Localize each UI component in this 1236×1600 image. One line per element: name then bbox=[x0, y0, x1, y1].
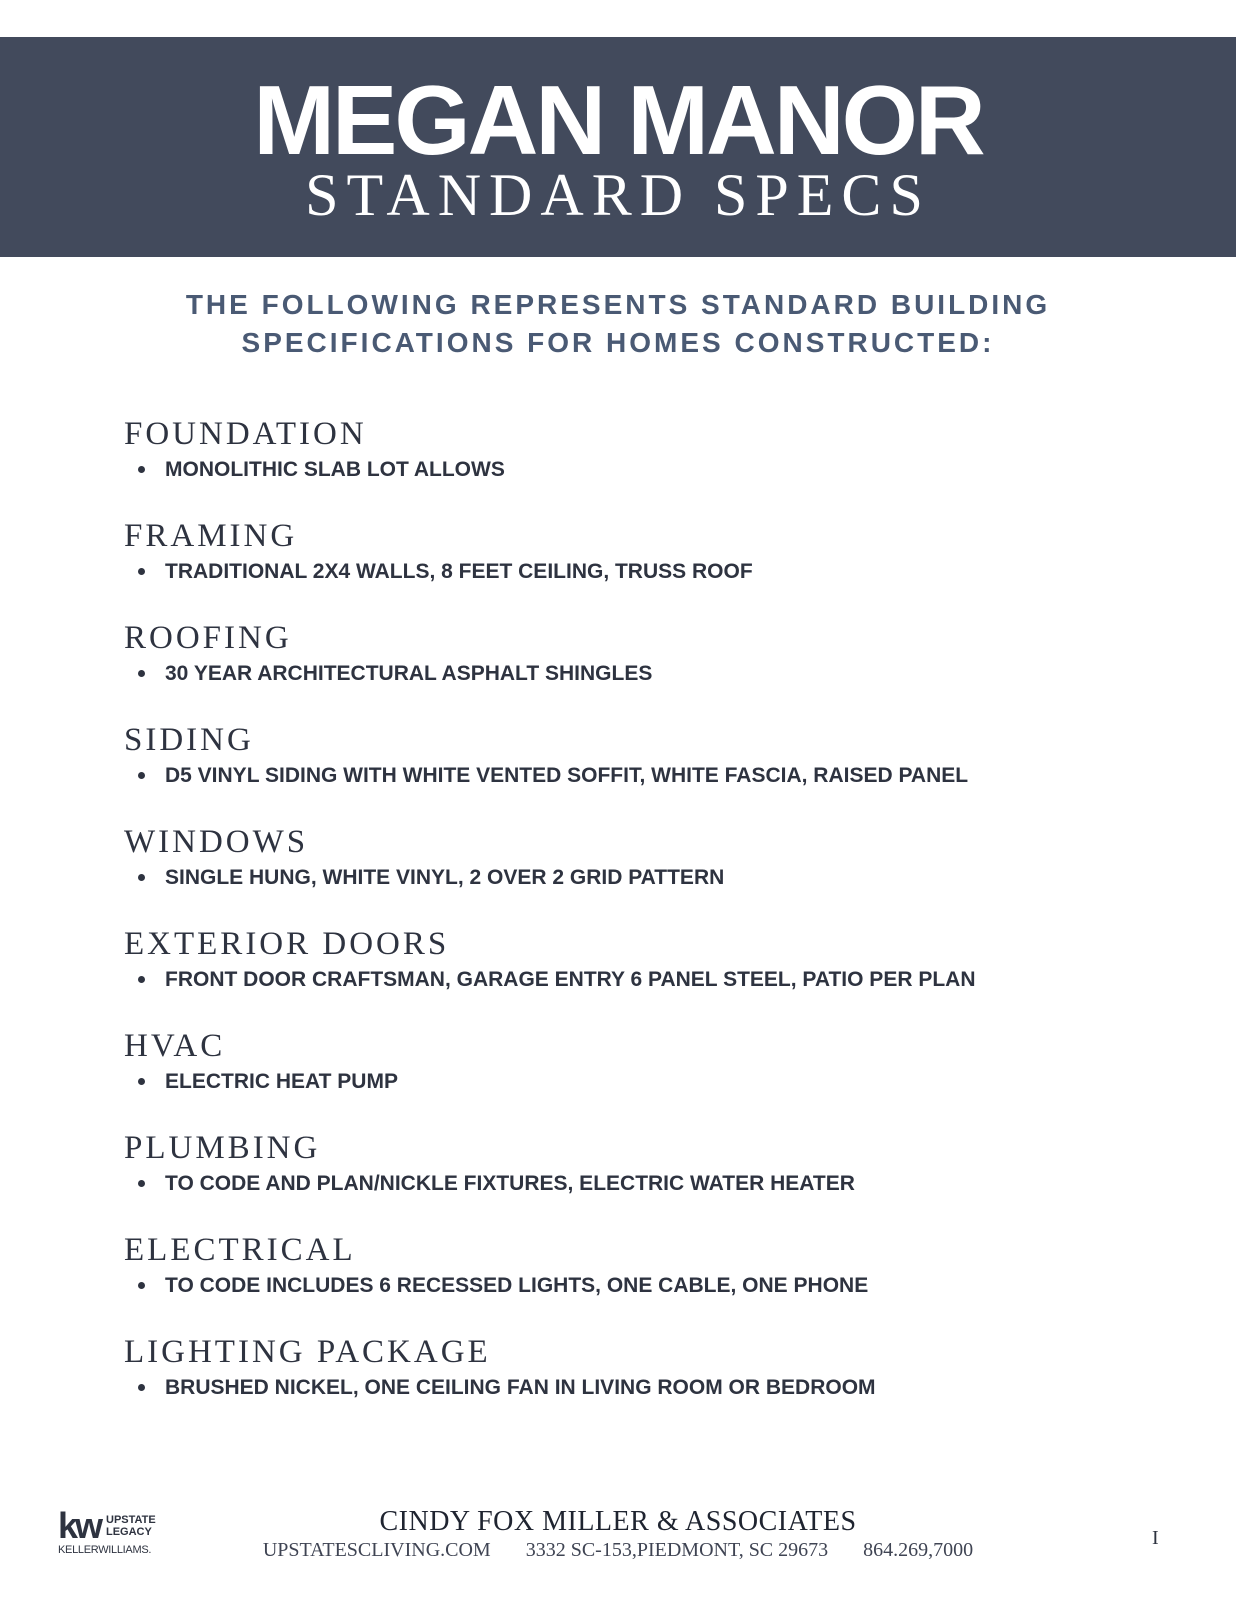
intro-line: SPECIFICATIONS FOR HOMES CONSTRUCTED: bbox=[241, 327, 995, 358]
spec-item bbox=[124, 456, 1124, 484]
spec-item-text: SINGLE HUNG, WHITE VINYL, 2 OVER 2 GRID PATTERN bbox=[165, 866, 725, 889]
spec-heading: ROOFING bbox=[124, 620, 292, 656]
bullet-icon bbox=[138, 1282, 145, 1289]
spec-item bbox=[124, 1272, 1124, 1300]
spec-item-text: D5 VINYL SIDING WITH WHITE VENTED SOFFIT, WHITE FASCIA, RAISED PANEL bbox=[165, 764, 969, 787]
spec-heading: LIGHTING PACKAGE bbox=[124, 1334, 491, 1370]
spec-plumbing bbox=[124, 1130, 1124, 1198]
bullet-icon bbox=[138, 874, 145, 881]
spec-heading: FRAMING bbox=[124, 518, 298, 554]
intro-text bbox=[0, 286, 1236, 362]
spec-item-text: 30 YEAR ARCHITECTURAL ASPHALT SHINGLES bbox=[165, 662, 653, 685]
bullet-icon bbox=[138, 568, 145, 575]
spec-item-text: MONOLITHIC SLAB LOT ALLOWS bbox=[165, 458, 505, 481]
spec-item-text: FRONT DOOR CRAFTSMAN, GARAGE ENTRY 6 PANEL STEEL, PATIO PER PLAN bbox=[165, 968, 976, 991]
spec-item bbox=[124, 1068, 1124, 1096]
logo-line: LEGACY bbox=[106, 1526, 152, 1538]
spec-item bbox=[124, 966, 1124, 994]
bullet-icon bbox=[138, 670, 145, 677]
page-title: MEGAN MANOR bbox=[253, 65, 983, 175]
bullet-icon bbox=[138, 1384, 145, 1391]
spec-item-text: TO CODE AND PLAN/NICKLE FIXTURES, ELECTRIC WATER HEATER bbox=[165, 1172, 855, 1195]
page-number: I bbox=[1152, 1527, 1159, 1549]
spec-heading: HVAC bbox=[124, 1028, 226, 1064]
spec-heading: PLUMBING bbox=[124, 1130, 321, 1166]
spec-siding bbox=[124, 722, 1124, 790]
spec-heading: SIDING bbox=[124, 722, 254, 758]
spec-exterior-doors bbox=[124, 926, 1124, 994]
spec-item-text: ELECTRIC HEAT PUMP bbox=[165, 1070, 398, 1093]
footer-contact bbox=[0, 1538, 1236, 1562]
spec-roofing bbox=[124, 620, 1124, 688]
footer-phone: 864.269,7000 bbox=[863, 1539, 974, 1561]
spec-item bbox=[124, 864, 1124, 892]
intro-line: THE FOLLOWING REPRESENTS STANDARD BUILDING bbox=[185, 289, 1051, 320]
spec-item-text: TRADITIONAL 2X4 WALLS, 8 FEET CEILING, TRUSS ROOF bbox=[165, 560, 753, 583]
spec-framing bbox=[124, 518, 1124, 586]
spec-item-text: TO CODE INCLUDES 6 RECESSED LIGHTS, ONE CABLE, ONE PHONE bbox=[165, 1274, 869, 1297]
spec-heading: ELECTRICAL bbox=[124, 1232, 356, 1268]
footer-address: 3332 SC-153,PIEDMONT, SC 29673 bbox=[525, 1539, 829, 1561]
spec-item bbox=[124, 558, 1124, 586]
spec-electrical bbox=[124, 1232, 1124, 1300]
spec-windows bbox=[124, 824, 1124, 892]
spec-item bbox=[124, 1170, 1124, 1198]
spec-lighting-package bbox=[124, 1334, 1124, 1402]
spec-heading: WINDOWS bbox=[124, 824, 309, 860]
footer-company-name: CINDY FOX MILLER & ASSOCIATES bbox=[379, 1506, 857, 1537]
logo-brand: KELLERWILLIAMS. bbox=[58, 1544, 152, 1556]
bullet-icon bbox=[138, 466, 145, 473]
spec-item bbox=[124, 762, 1124, 790]
spec-heading: EXTERIOR DOORS bbox=[124, 926, 450, 962]
spec-item-text: BRUSHED NICKEL, ONE CEILING FAN IN LIVING ROOM OR BEDROOM bbox=[165, 1376, 876, 1399]
bullet-icon bbox=[138, 1078, 145, 1085]
spec-item bbox=[124, 660, 1124, 688]
bullet-icon bbox=[138, 772, 145, 779]
spec-item bbox=[124, 1374, 1124, 1402]
page-subtitle: STANDARD SPECS bbox=[305, 162, 931, 228]
spec-foundation bbox=[124, 416, 1124, 484]
bullet-icon bbox=[138, 1180, 145, 1187]
logo-line: UPSTATE bbox=[106, 1514, 156, 1526]
footer-website: UPSTATESCLIVING.COM bbox=[262, 1539, 491, 1561]
logo-kw: kw bbox=[58, 1505, 101, 1546]
spec-heading: FOUNDATION bbox=[124, 416, 367, 452]
spec-hvac bbox=[124, 1028, 1124, 1096]
bullet-icon bbox=[138, 976, 145, 983]
